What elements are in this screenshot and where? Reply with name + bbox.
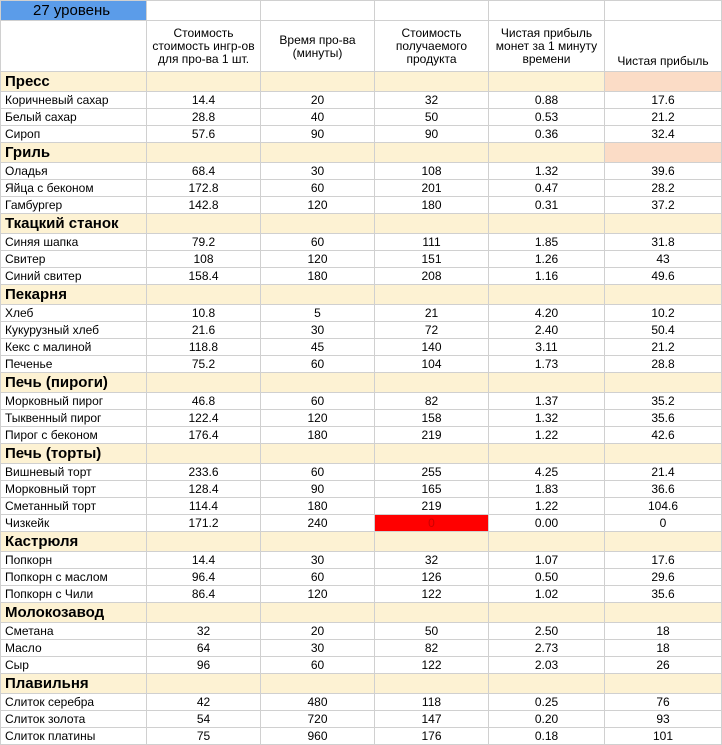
category-empty-cell[interactable]	[147, 603, 261, 623]
value-cell[interactable]: 2.40	[489, 322, 605, 339]
value-cell[interactable]: 75	[147, 728, 261, 745]
value-cell[interactable]: 82	[375, 640, 489, 657]
table-row	[1, 640, 722, 657]
header-cell-name[interactable]	[1, 21, 147, 72]
category-empty-cell[interactable]	[605, 444, 722, 464]
value-cell[interactable]: 151	[375, 251, 489, 268]
table-row	[1, 657, 722, 674]
category-empty-cell[interactable]	[489, 72, 605, 92]
category-empty-cell[interactable]	[375, 143, 489, 163]
item-name-cell[interactable]: Масло	[1, 640, 147, 657]
value-cell[interactable]: 180	[261, 498, 375, 515]
category-empty-cell[interactable]	[605, 285, 722, 305]
item-name-cell[interactable]: Слиток золота	[1, 711, 147, 728]
item-name-cell[interactable]: Чизкейк	[1, 515, 147, 532]
value-cell[interactable]: 2.03	[489, 657, 605, 674]
category-empty-cell[interactable]	[489, 214, 605, 234]
item-name-cell[interactable]: Белый сахар	[1, 109, 147, 126]
category-empty-cell[interactable]	[489, 285, 605, 305]
value-cell[interactable]: 35.6	[605, 586, 722, 603]
header-row	[1, 21, 722, 72]
value-cell[interactable]: 176.4	[147, 427, 261, 444]
category-empty-cell[interactable]	[605, 72, 722, 92]
value-cell[interactable]: 42	[147, 694, 261, 711]
category-empty-cell[interactable]	[261, 285, 375, 305]
value-cell[interactable]: 32	[375, 552, 489, 569]
value-cell[interactable]: 29.6	[605, 569, 722, 586]
category-row	[1, 373, 722, 393]
table-row	[1, 586, 722, 603]
table-row	[1, 711, 722, 728]
header-ingredient-cost[interactable]: Стоимость стоимость ингр-ов для про-ва 1 шт.	[147, 21, 261, 72]
item-name-cell[interactable]: Кукурузный хлеб	[1, 322, 147, 339]
value-cell[interactable]: 176	[375, 728, 489, 745]
value-cell[interactable]: 122	[375, 586, 489, 603]
table-row	[1, 498, 722, 515]
table-row	[1, 481, 722, 498]
value-cell[interactable]: 0.88	[489, 92, 605, 109]
value-cell[interactable]: 1.83	[489, 481, 605, 498]
table-row	[1, 180, 722, 197]
value-cell[interactable]: 0.31	[489, 197, 605, 214]
category-empty-cell[interactable]	[261, 373, 375, 393]
value-cell[interactable]: 90	[261, 481, 375, 498]
value-cell[interactable]: 1.73	[489, 356, 605, 373]
category-name[interactable]: Пресс	[1, 72, 147, 92]
value-cell[interactable]: 104.6	[605, 498, 722, 515]
spreadsheet-body	[1, 1, 722, 745]
value-cell[interactable]: 0.18	[489, 728, 605, 745]
value-cell[interactable]: 180	[261, 427, 375, 444]
value-cell[interactable]: 42.6	[605, 427, 722, 444]
item-name-cell[interactable]: Морковный торт	[1, 481, 147, 498]
value-cell[interactable]: 28.8	[147, 109, 261, 126]
category-empty-cell[interactable]	[375, 444, 489, 464]
value-cell[interactable]: 10.2	[605, 305, 722, 322]
value-cell[interactable]: 0	[375, 515, 489, 532]
item-name-cell[interactable]: Сметана	[1, 623, 147, 640]
header-production-time[interactable]: Время про-ва (минуты)	[261, 21, 375, 72]
item-name-cell[interactable]: Сыр	[1, 657, 147, 674]
category-name[interactable]: Плавильня	[1, 674, 147, 694]
value-cell[interactable]: 233.6	[147, 464, 261, 481]
value-cell[interactable]: 0.53	[489, 109, 605, 126]
value-cell[interactable]: 1.02	[489, 586, 605, 603]
category-row	[1, 214, 722, 234]
value-cell[interactable]: 64	[147, 640, 261, 657]
table-row	[1, 251, 722, 268]
value-cell[interactable]: 82	[375, 393, 489, 410]
table-row	[1, 322, 722, 339]
category-empty-cell[interactable]	[147, 444, 261, 464]
category-row	[1, 143, 722, 163]
value-cell[interactable]: 79.2	[147, 234, 261, 251]
category-name[interactable]: Пекарня	[1, 285, 147, 305]
value-cell[interactable]: 158	[375, 410, 489, 427]
category-empty-cell[interactable]	[375, 603, 489, 623]
value-cell[interactable]: 21.6	[147, 322, 261, 339]
category-empty-cell[interactable]	[147, 373, 261, 393]
table-row	[1, 268, 722, 285]
item-name-cell[interactable]: Гамбургер	[1, 197, 147, 214]
item-name-cell[interactable]: Пирог с беконом	[1, 427, 147, 444]
value-cell[interactable]: 32	[375, 92, 489, 109]
value-cell[interactable]: 0.50	[489, 569, 605, 586]
category-empty-cell[interactable]	[147, 214, 261, 234]
value-cell[interactable]: 128.4	[147, 481, 261, 498]
value-cell[interactable]: 32	[147, 623, 261, 640]
value-cell[interactable]: 120	[261, 410, 375, 427]
level-title[interactable]: 27 уровень	[1, 1, 147, 21]
value-cell[interactable]: 32.4	[605, 126, 722, 143]
value-cell[interactable]: 46.8	[147, 393, 261, 410]
value-cell[interactable]: 18	[605, 623, 722, 640]
table-row	[1, 410, 722, 427]
value-cell[interactable]: 35.6	[605, 410, 722, 427]
table-row	[1, 234, 722, 251]
value-cell[interactable]: 17.6	[605, 92, 722, 109]
table-row	[1, 393, 722, 410]
value-cell[interactable]: 4.20	[489, 305, 605, 322]
value-cell[interactable]: 21.4	[605, 464, 722, 481]
category-empty-cell[interactable]	[605, 143, 722, 163]
value-cell[interactable]: 1.32	[489, 410, 605, 427]
category-empty-cell[interactable]	[261, 444, 375, 464]
category-empty-cell[interactable]	[261, 72, 375, 92]
value-cell[interactable]: 201	[375, 180, 489, 197]
category-empty-cell[interactable]	[489, 603, 605, 623]
item-name-cell[interactable]: Слиток платины	[1, 728, 147, 745]
item-name-cell[interactable]: Попкорн с маслом	[1, 569, 147, 586]
value-cell[interactable]: 50	[375, 623, 489, 640]
item-name-cell[interactable]: Оладья	[1, 163, 147, 180]
value-cell[interactable]: 93	[605, 711, 722, 728]
category-row	[1, 603, 722, 623]
category-empty-cell[interactable]	[489, 674, 605, 694]
value-cell[interactable]: 126	[375, 569, 489, 586]
value-cell[interactable]: 219	[375, 498, 489, 515]
value-cell[interactable]: 18	[605, 640, 722, 657]
value-cell[interactable]: 1.32	[489, 163, 605, 180]
item-name-cell[interactable]: Морковный пирог	[1, 393, 147, 410]
value-cell[interactable]: 20	[261, 623, 375, 640]
value-cell[interactable]: 43	[605, 251, 722, 268]
value-cell[interactable]: 120	[261, 197, 375, 214]
item-name-cell[interactable]: Свитер	[1, 251, 147, 268]
value-cell[interactable]: 180	[261, 268, 375, 285]
value-cell[interactable]: 21.2	[605, 109, 722, 126]
value-cell[interactable]: 147	[375, 711, 489, 728]
table-row	[1, 515, 722, 532]
value-cell[interactable]: 50	[375, 109, 489, 126]
header-product-value[interactable]: Стоимость получаемого продукта	[375, 21, 489, 72]
value-cell[interactable]: 108	[375, 163, 489, 180]
value-cell[interactable]: 108	[147, 251, 261, 268]
category-name[interactable]: Кастрюля	[1, 532, 147, 552]
category-empty-cell[interactable]	[489, 143, 605, 163]
table-row	[1, 197, 722, 214]
value-cell[interactable]: 10.8	[147, 305, 261, 322]
category-empty-cell[interactable]	[489, 532, 605, 552]
value-cell[interactable]: 114.4	[147, 498, 261, 515]
value-cell[interactable]: 240	[261, 515, 375, 532]
value-cell[interactable]: 96.4	[147, 569, 261, 586]
value-cell[interactable]: 4.25	[489, 464, 605, 481]
value-cell[interactable]: 72	[375, 322, 489, 339]
value-cell[interactable]: 28.8	[605, 356, 722, 373]
category-empty-cell[interactable]	[147, 532, 261, 552]
table-row	[1, 728, 722, 745]
item-name-cell[interactable]: Попкорн с Чили	[1, 586, 147, 603]
value-cell[interactable]: 1.37	[489, 393, 605, 410]
value-cell[interactable]: 118	[375, 694, 489, 711]
value-cell[interactable]: 122.4	[147, 410, 261, 427]
category-name[interactable]: Гриль	[1, 143, 147, 163]
value-cell[interactable]: 96	[147, 657, 261, 674]
value-cell[interactable]: 3.11	[489, 339, 605, 356]
item-name-cell[interactable]: Печенье	[1, 356, 147, 373]
table-row	[1, 109, 722, 126]
category-empty-cell[interactable]	[605, 373, 722, 393]
category-row	[1, 674, 722, 694]
value-cell[interactable]: 49.6	[605, 268, 722, 285]
value-cell[interactable]: 255	[375, 464, 489, 481]
value-cell[interactable]: 480	[261, 694, 375, 711]
value-cell[interactable]: 50.4	[605, 322, 722, 339]
value-cell[interactable]: 120	[261, 586, 375, 603]
table-row	[1, 694, 722, 711]
value-cell[interactable]: 171.2	[147, 515, 261, 532]
value-cell[interactable]: 30	[261, 552, 375, 569]
category-empty-cell[interactable]	[261, 674, 375, 694]
category-empty-cell[interactable]	[489, 373, 605, 393]
table-row	[1, 126, 722, 143]
value-cell[interactable]: 142.8	[147, 197, 261, 214]
value-cell[interactable]: 54	[147, 711, 261, 728]
item-name-cell[interactable]: Сироп	[1, 126, 147, 143]
value-cell[interactable]: 90	[261, 126, 375, 143]
value-cell[interactable]: 30	[261, 322, 375, 339]
item-name-cell[interactable]: Хлеб	[1, 305, 147, 322]
value-cell[interactable]: 2.50	[489, 623, 605, 640]
value-cell[interactable]: 31.8	[605, 234, 722, 251]
item-name-cell[interactable]: Тыквенный пирог	[1, 410, 147, 427]
category-empty-cell[interactable]	[147, 143, 261, 163]
item-name-cell[interactable]: Кекс с малиной	[1, 339, 147, 356]
table-row	[1, 552, 722, 569]
value-cell[interactable]: 118.8	[147, 339, 261, 356]
value-cell[interactable]: 26	[605, 657, 722, 674]
value-cell[interactable]: 60	[261, 464, 375, 481]
item-name-cell[interactable]: Синий свитер	[1, 268, 147, 285]
table-row	[1, 339, 722, 356]
value-cell[interactable]: 180	[375, 197, 489, 214]
category-row	[1, 444, 722, 464]
item-name-cell[interactable]: Яйца с беконом	[1, 180, 147, 197]
table-row	[1, 356, 722, 373]
value-cell[interactable]: 17.6	[605, 552, 722, 569]
value-cell[interactable]: 208	[375, 268, 489, 285]
value-cell[interactable]: 75.2	[147, 356, 261, 373]
category-row	[1, 532, 722, 552]
category-empty-cell[interactable]	[605, 214, 722, 234]
table-row	[1, 569, 722, 586]
value-cell[interactable]: 960	[261, 728, 375, 745]
value-cell[interactable]: 122	[375, 657, 489, 674]
value-cell[interactable]: 35.2	[605, 393, 722, 410]
category-empty-cell[interactable]	[605, 532, 722, 552]
category-empty-cell[interactable]	[375, 72, 489, 92]
value-cell[interactable]: 120	[261, 251, 375, 268]
value-cell[interactable]: 45	[261, 339, 375, 356]
value-cell[interactable]: 14.4	[147, 552, 261, 569]
value-cell[interactable]: 0.20	[489, 711, 605, 728]
category-empty-cell[interactable]	[489, 444, 605, 464]
value-cell[interactable]: 1.22	[489, 498, 605, 515]
table-row	[1, 464, 722, 481]
value-cell[interactable]: 60	[261, 234, 375, 251]
value-cell[interactable]: 36.6	[605, 481, 722, 498]
value-cell[interactable]: 1.26	[489, 251, 605, 268]
value-cell[interactable]: 30	[261, 163, 375, 180]
item-name-cell[interactable]: Сметанный торт	[1, 498, 147, 515]
category-name[interactable]: Печь (торты)	[1, 444, 147, 464]
category-empty-cell[interactable]	[375, 532, 489, 552]
value-cell[interactable]: 172.8	[147, 180, 261, 197]
value-cell[interactable]: 86.4	[147, 586, 261, 603]
category-empty-cell[interactable]	[261, 214, 375, 234]
category-empty-cell[interactable]	[147, 674, 261, 694]
value-cell[interactable]: 0.00	[489, 515, 605, 532]
value-cell[interactable]: 165	[375, 481, 489, 498]
value-cell[interactable]: 60	[261, 393, 375, 410]
value-cell[interactable]: 5	[261, 305, 375, 322]
table-row	[1, 623, 722, 640]
value-cell[interactable]: 2.73	[489, 640, 605, 657]
value-cell[interactable]: 0.36	[489, 126, 605, 143]
table-row	[1, 427, 722, 444]
value-cell[interactable]: 0.25	[489, 694, 605, 711]
header-net-profit[interactable]: Чистая прибыль	[605, 21, 722, 72]
value-cell[interactable]: 57.6	[147, 126, 261, 143]
value-cell[interactable]: 104	[375, 356, 489, 373]
value-cell[interactable]: 111	[375, 234, 489, 251]
value-cell[interactable]: 158.4	[147, 268, 261, 285]
value-cell[interactable]: 0.47	[489, 180, 605, 197]
value-cell[interactable]: 90	[375, 126, 489, 143]
value-cell[interactable]: 21	[375, 305, 489, 322]
category-empty-cell[interactable]	[605, 603, 722, 623]
value-cell[interactable]: 219	[375, 427, 489, 444]
category-empty-cell[interactable]	[375, 373, 489, 393]
item-name-cell[interactable]: Попкорн	[1, 552, 147, 569]
value-cell[interactable]: 20	[261, 92, 375, 109]
item-name-cell[interactable]: Слиток серебра	[1, 694, 147, 711]
category-empty-cell[interactable]	[147, 72, 261, 92]
category-name[interactable]: Молокозавод	[1, 603, 147, 623]
value-cell[interactable]: 14.4	[147, 92, 261, 109]
value-cell[interactable]: 39.6	[605, 163, 722, 180]
category-name[interactable]: Печь (пироги)	[1, 373, 147, 393]
value-cell[interactable]: 76	[605, 694, 722, 711]
value-cell[interactable]: 1.16	[489, 268, 605, 285]
value-cell[interactable]: 1.07	[489, 552, 605, 569]
item-name-cell[interactable]: Коричневый сахар	[1, 92, 147, 109]
value-cell[interactable]: 0	[605, 515, 722, 532]
value-cell[interactable]: 37.2	[605, 197, 722, 214]
category-empty-cell[interactable]	[375, 285, 489, 305]
category-row	[1, 285, 722, 305]
category-empty-cell[interactable]	[375, 214, 489, 234]
value-cell[interactable]: 40	[261, 109, 375, 126]
category-name[interactable]: Ткацкий станок	[1, 214, 147, 234]
value-cell[interactable]: 68.4	[147, 163, 261, 180]
value-cell[interactable]: 28.2	[605, 180, 722, 197]
value-cell[interactable]: 1.85	[489, 234, 605, 251]
header-profit-per-minute[interactable]: Чистая прибыль монет за 1 минуту времени	[489, 21, 605, 72]
table-row	[1, 92, 722, 109]
value-cell[interactable]: 30	[261, 640, 375, 657]
value-cell[interactable]: 60	[261, 356, 375, 373]
value-cell[interactable]: 101	[605, 728, 722, 745]
value-cell[interactable]: 60	[261, 180, 375, 197]
table-row	[1, 305, 722, 322]
category-row	[1, 72, 722, 92]
category-empty-cell[interactable]	[605, 674, 722, 694]
level-row	[1, 1, 722, 21]
item-name-cell[interactable]: Синяя шапка	[1, 234, 147, 251]
value-cell[interactable]: 720	[261, 711, 375, 728]
table-row	[1, 163, 722, 180]
category-empty-cell[interactable]	[261, 532, 375, 552]
value-cell[interactable]: 60	[261, 569, 375, 586]
value-cell[interactable]: 60	[261, 657, 375, 674]
category-empty-cell[interactable]	[147, 285, 261, 305]
category-empty-cell[interactable]	[261, 603, 375, 623]
value-cell[interactable]: 140	[375, 339, 489, 356]
category-empty-cell[interactable]	[261, 143, 375, 163]
value-cell[interactable]: 21.2	[605, 339, 722, 356]
item-name-cell[interactable]: Вишневый торт	[1, 464, 147, 481]
category-empty-cell[interactable]	[375, 674, 489, 694]
value-cell[interactable]: 1.22	[489, 427, 605, 444]
